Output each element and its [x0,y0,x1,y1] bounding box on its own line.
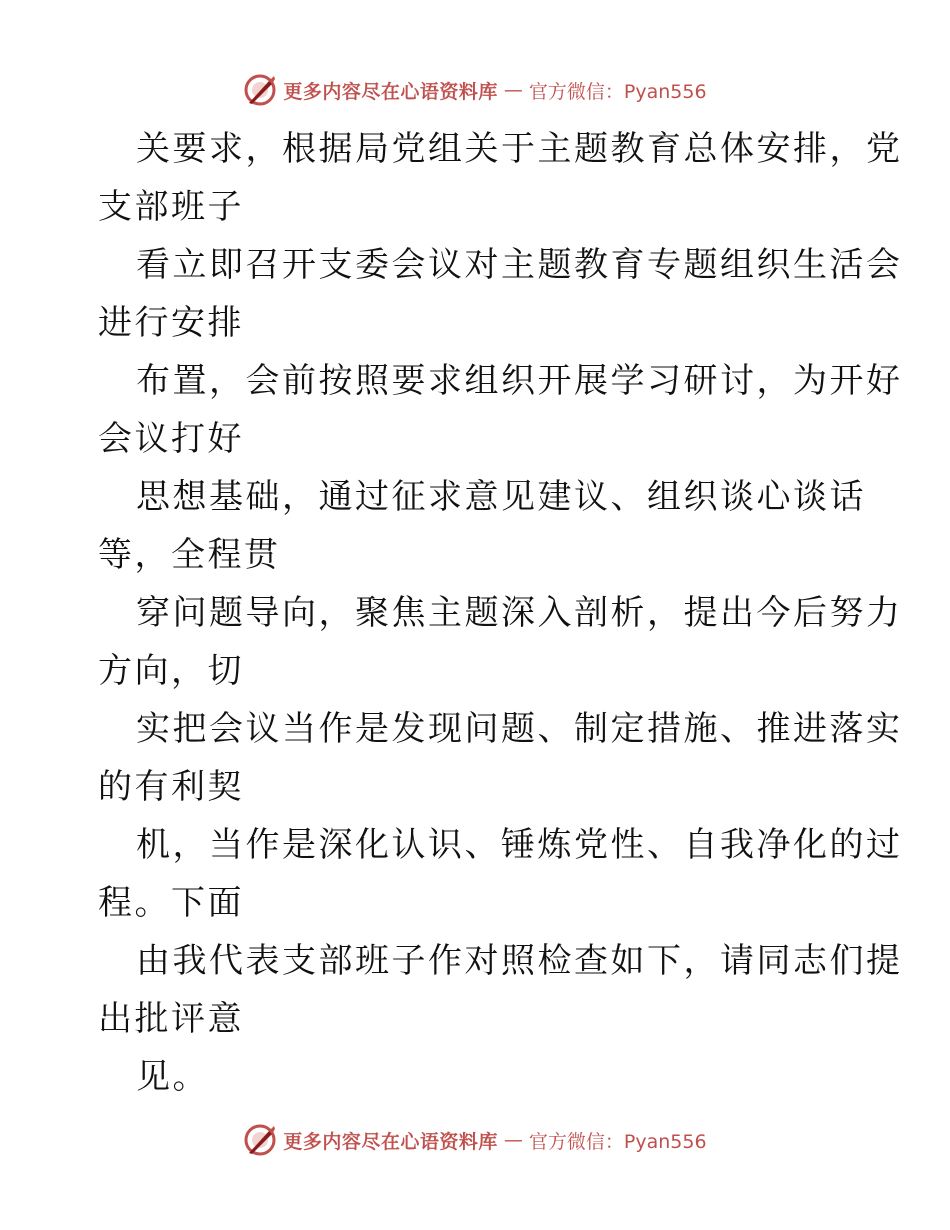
text-line: 程。下面 [98,883,244,923]
footer-site-text: 更多内容尽在心语资料库 [283,1130,498,1153]
text-line: 出批评意 [98,999,244,1039]
text-line: 实把会议当作是发现问题、制定措施、推进落实 [136,709,903,749]
text-line: 看立即召开支委会议对主题教育专题组织生活会 [136,245,903,285]
quill-logo-icon [243,1123,277,1157]
text-line: 机，当作是深化认识、锤炼党性、自我净化的过 [136,825,903,865]
header-separator: — [503,79,523,101]
text-line: 见。 [136,1057,209,1097]
text-line: 会议打好 [98,419,244,459]
header-contact: 官方微信：Pyan556 [528,80,707,103]
text-line: 思想基础，通过征求意见建议、组织谈心谈话 [136,477,866,517]
text-line: 由我代表支部班子作对照检查如下，请同志们提 [136,941,903,981]
header-banner [0,70,950,110]
footer-contact: 官方微信：Pyan556 [528,1130,707,1153]
footer-separator: — [503,1129,523,1151]
text-line: 等，全程贯 [98,535,281,575]
text-line: 穿问题导向，聚焦主题深入剖析，提出今后努力 [136,593,903,633]
text-line: 的有利契 [98,767,244,807]
text-line: 方向，切 [98,651,244,691]
header-site-text: 更多内容尽在心语资料库 [283,80,498,103]
document-body [98,120,903,1106]
quill-logo-icon [243,73,277,107]
text-line: 关要求，根据局党组关于主题教育总体安排，党 [136,129,903,169]
footer-banner [0,1120,950,1160]
text-line: 进行安排 [98,303,244,343]
text-line: 布置，会前按照要求组织开展学习研讨，为开好 [136,361,903,401]
text-line: 支部班子 [98,187,244,227]
